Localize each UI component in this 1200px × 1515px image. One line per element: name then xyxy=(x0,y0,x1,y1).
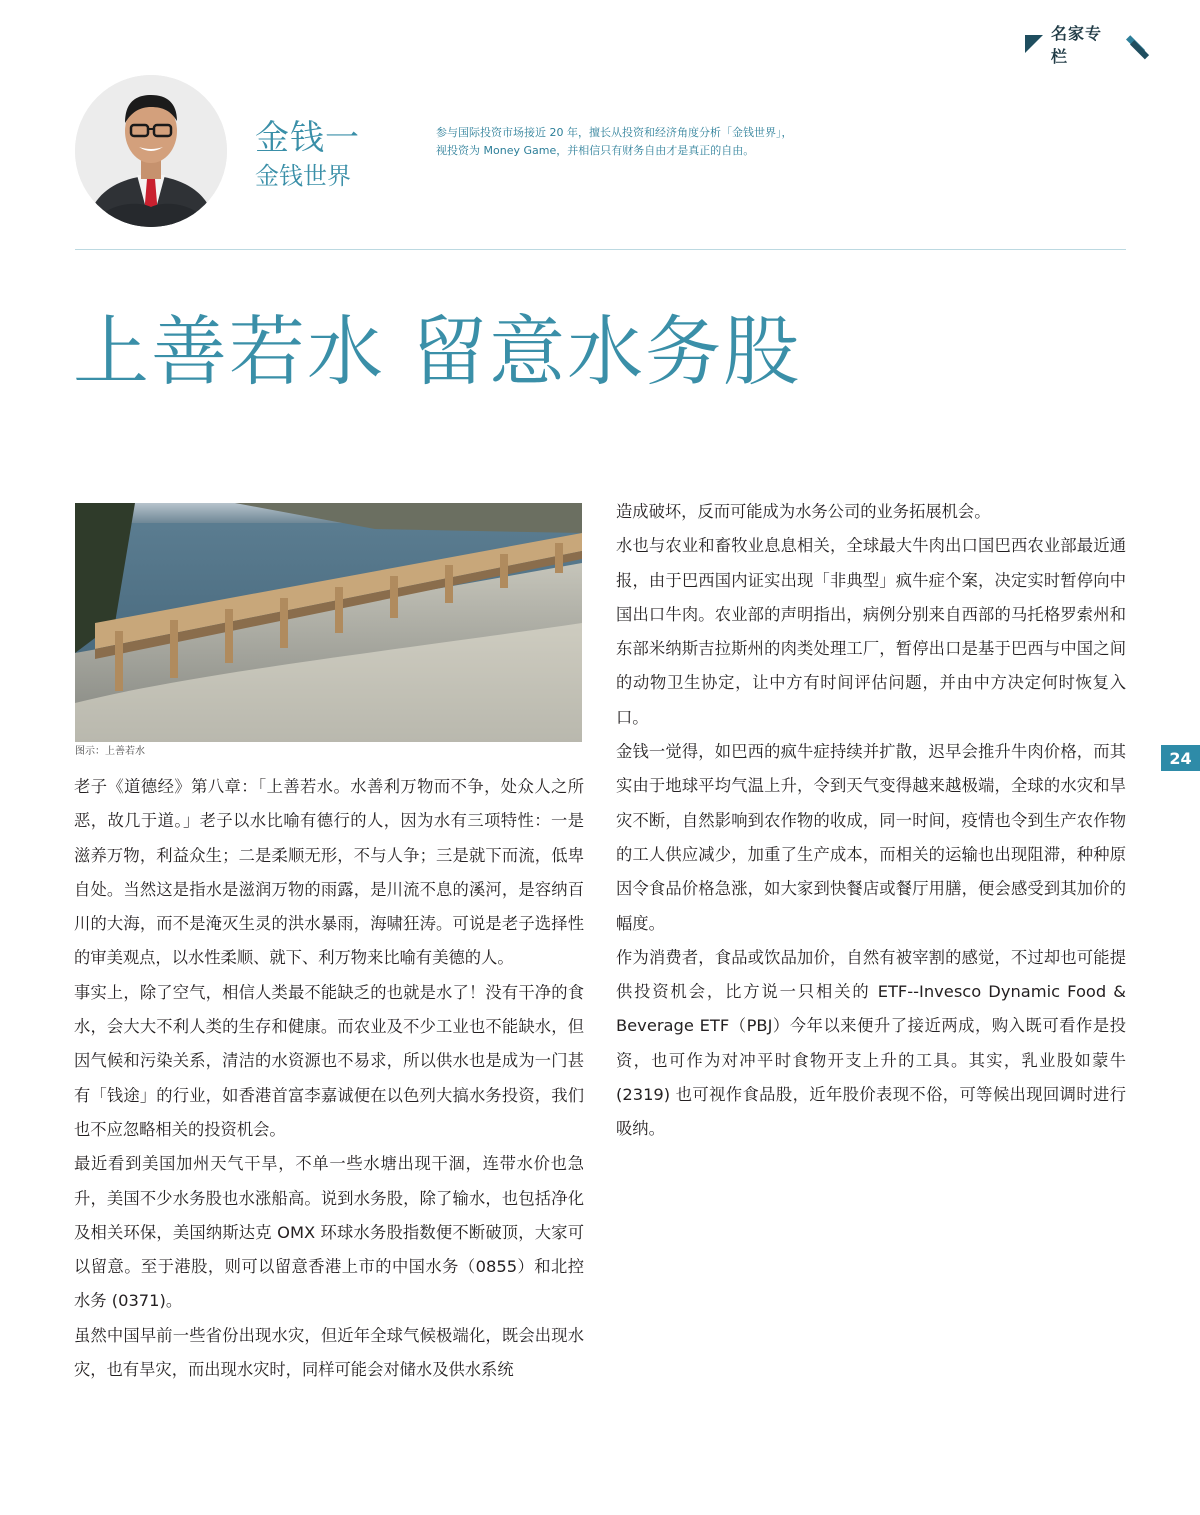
paragraph: 作为消费者，食品或饮品加价，自然有被宰割的感觉，不过却也可能提供投资机会，比方说一只相关的 ETF--Invesco Dynamic Food & Beverage ETF（PBJ）今年以来便升了接近两成，购入既可看作是投资，也可作为对冲平时食物开支上升的工具。其实，乳业股如蒙牛 (2319) 也可视作食品股，近年股价表现不俗，可等候出现回调时进行吸纳。 xyxy=(616,947,1126,1139)
section-left-mark-icon xyxy=(1025,35,1043,53)
section-header xyxy=(1025,24,1150,66)
author-portrait-illustration xyxy=(75,75,227,227)
header-divider xyxy=(75,249,1126,250)
dam-photo-illustration xyxy=(75,503,582,742)
article-title: 上善若水 留意水务股 xyxy=(73,307,802,396)
column-name: 金钱世界 xyxy=(255,162,351,190)
article-photo xyxy=(75,503,582,742)
author-bio xyxy=(436,124,1136,160)
paragraph: 造成破坏，反而可能成为水务公司的业务拓展机会。 xyxy=(616,502,991,521)
paragraph: 老子《道德经》第八章：「上善若水。水善利万物而不争，处众人之所恶，故几于道。」老子以水比喻有德行的人，因为水有三项特性：一是滋养万物，利益众生；二是柔顺无形，不与人争；三是就下而流，低卑自处。当然这是指水是滋润万物的雨露，是川流不息的溪河，是容纳百川的大海，而不是淹灭生灵的洪水暴雨，海啸狂涛。可说是老子选择性的审美观点，以水性柔顺、就下、利万物来比喻有美德的人。 xyxy=(74,777,584,968)
author-name: 金钱一 xyxy=(255,118,360,158)
article-column-right xyxy=(616,495,1126,1147)
section-label: 名家专栏 xyxy=(1051,24,1103,66)
paragraph: 水也与农业和畜牧业息息相关，全球最大牛肉出口国巴西农业部最近通报，由于巴西国内证实出现「非典型」疯牛症个案，决定实时暂停向中国出口牛肉。农业部的声明指出，病例分别来自西部的马托格罗索州和东部米纳斯吉拉斯州的肉类处理工厂，暂停出口是基于巴西与中国之间的动物卫生协定，让中方有时间评估问题，并由中方决定何时恢复入口。 xyxy=(616,536,1126,727)
paragraph: 金钱一觉得，如巴西的疯牛症持续并扩散，迟早会推升牛肉价格，而其实由于地球平均气温上升，令到天气变得越来越极端，全球的水灾和旱灾不断，自然影响到农作物的收成，同一时间，疫情也令到生产农作物的工人供应减少，加重了生产成本，而相关的运输也出现阻滞，种种原因令食品价格急涨，如大家到快餐店或餐厅用膳，便会感受到其加价的幅度。 xyxy=(616,742,1126,933)
article-column-left xyxy=(74,770,584,1387)
photo-caption: 图示：上善若水 xyxy=(75,746,145,757)
paragraph: 最近看到美国加州天气干旱，不单一些水塘出现干涸，连带水价也急升，美国不少水务股也水涨船高。说到水务股，除了输水，也包括净化及相关环保，美国纳斯达克 OMX 环球水务股指数便不断破顶，大家可以留意。至于港股，则可以留意香港上市的中国水务（0855）和北控水务 (0371)。 xyxy=(74,1154,584,1311)
paragraph: 事实上，除了空气，相信人类最不能缺乏的也就是水了！没有干净的食水，会大大不利人类的生存和健康。而农业及不少工业也不能缺水，但因气候和污染关系，清洁的水资源也不易求，所以供水也是成为一门甚有「钱途」的行业，如香港首富李嘉诚便在以色列大搞水务投资，我们也不应忽略相关的投资机会。 xyxy=(74,982,584,1139)
bio-line-1: 参与国际投资市场接近 20 年，擅长从投资和经济角度分析「金钱世界」， xyxy=(436,126,793,139)
bio-line-2: 视投资为 Money Game，并相信只有财务自由才是真正的自由。 xyxy=(436,144,755,157)
paragraph: 虽然中国早前一些省份出现水灾，但近年全球气候极端化，既会出现水灾，也有旱灾，而出现水灾时，同样可能会对储水及供水系统 xyxy=(74,1325,584,1380)
page-number-badge: 24 xyxy=(1161,745,1200,771)
author-avatar xyxy=(75,75,227,227)
section-right-mark-icon-2 xyxy=(1130,40,1149,59)
